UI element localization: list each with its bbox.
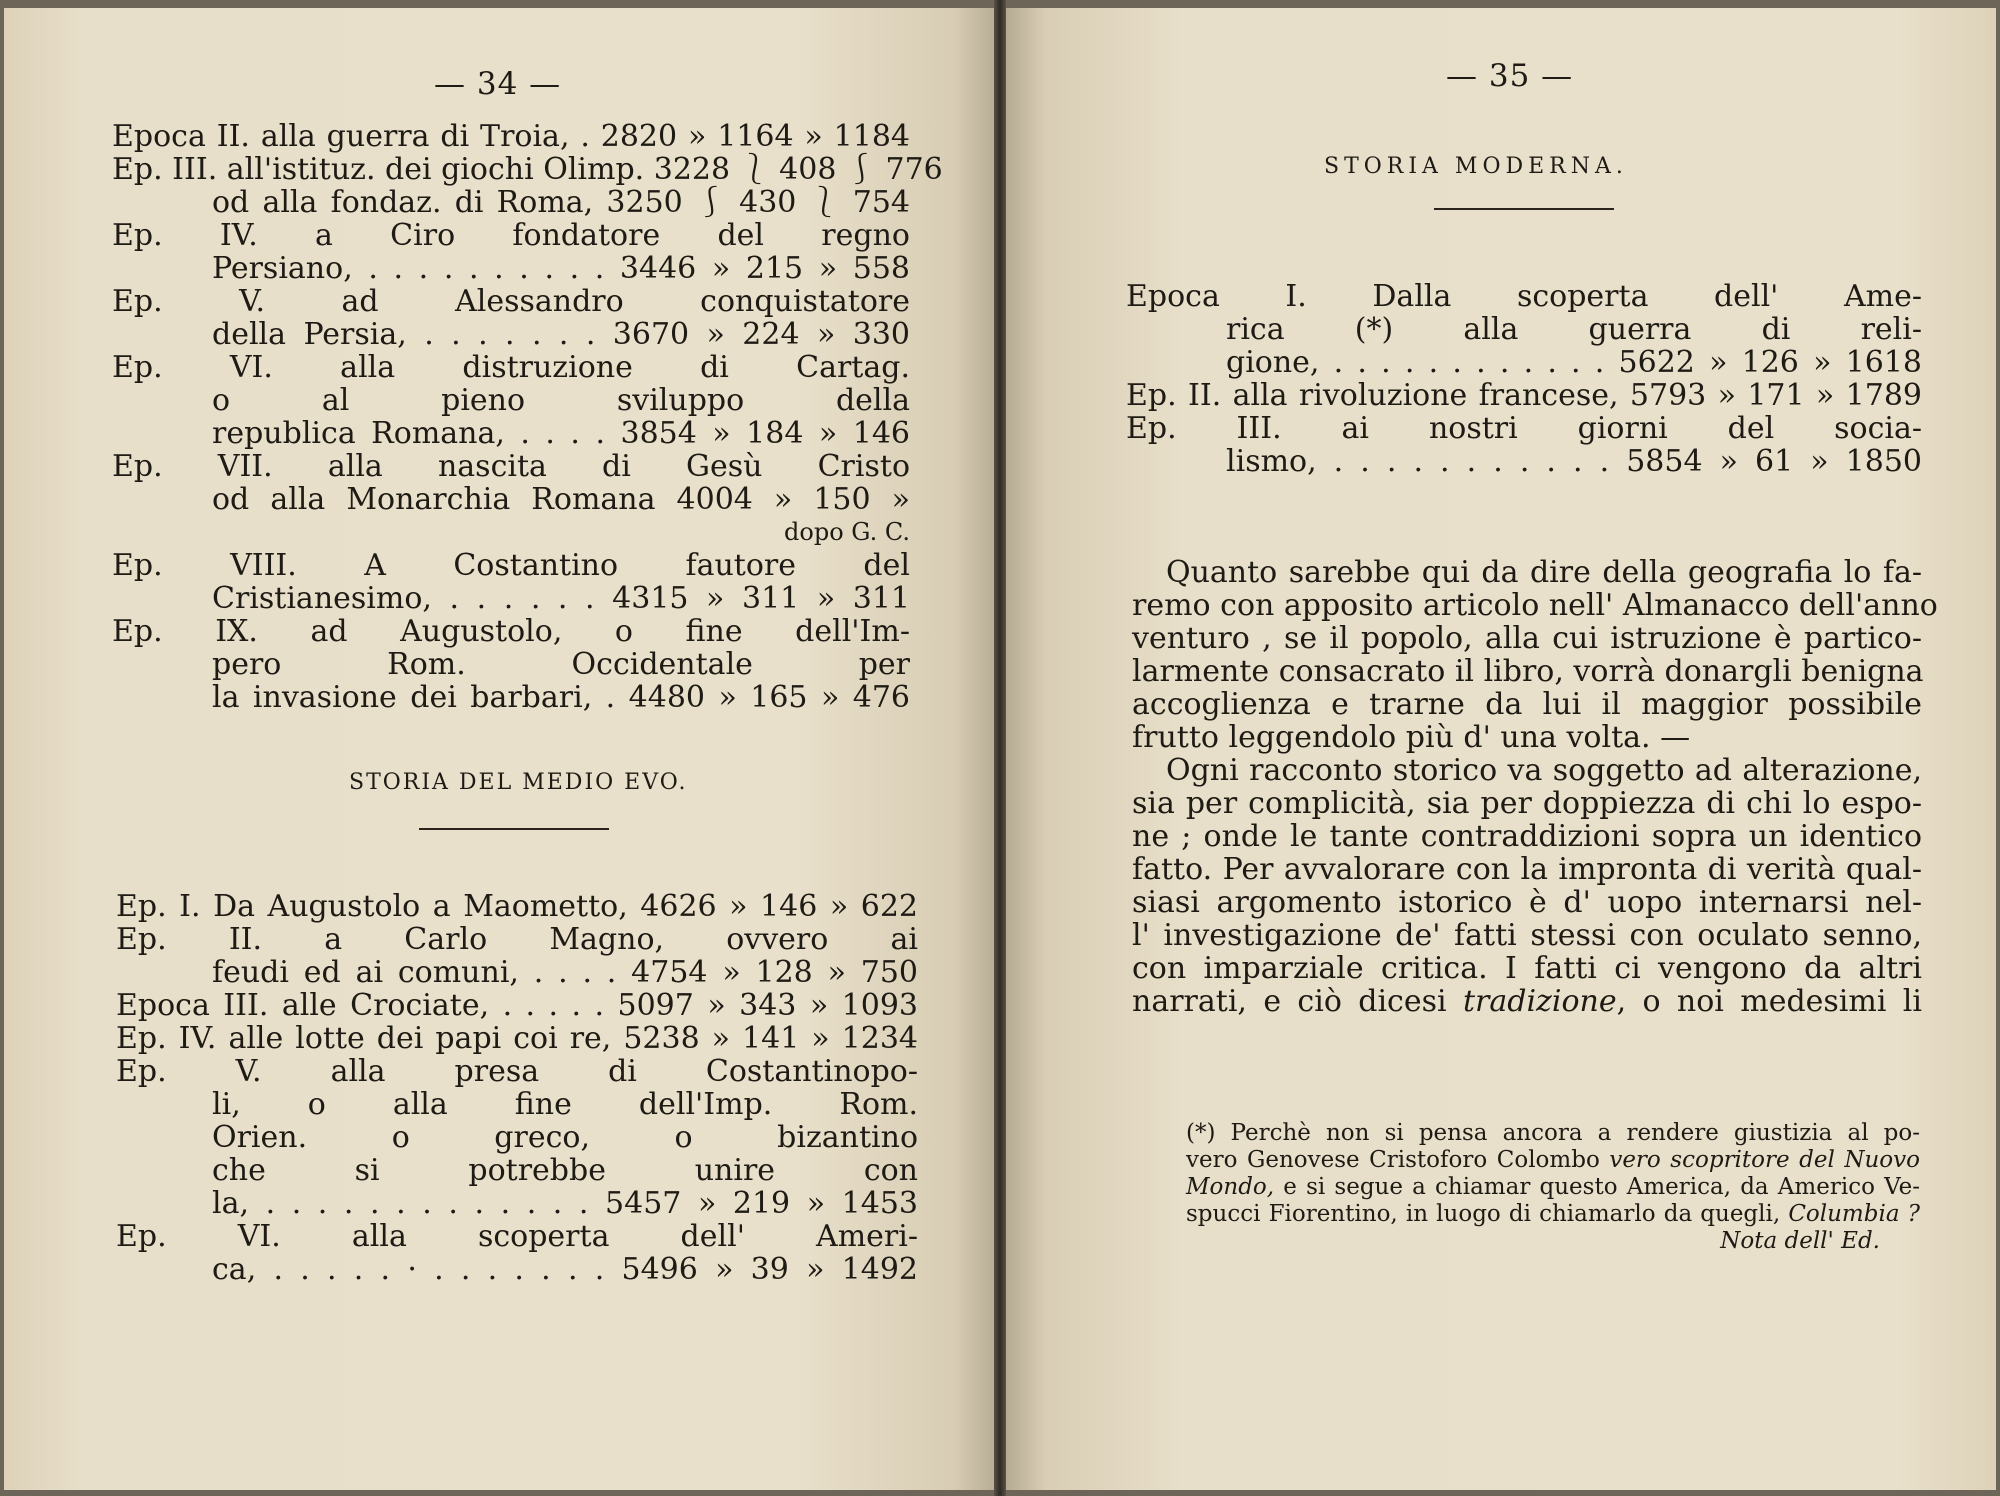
paragraph-line: larmente consacrato il libro, vorrà donargli benigna	[1132, 654, 1924, 689]
entry-continuation-line: della Persia, . . . . . . . 3670 » 224 » 330	[212, 317, 910, 352]
entry-continuation-line: Persiano, . . . . . . . . . . 3446 » 215 » 558	[212, 251, 910, 286]
book-spine	[994, 0, 1006, 1496]
entry-line: Ep. III. all'istituz. dei giochi Olimp. 3228 ⎱ 408 ⎰ 776	[112, 152, 943, 187]
paragraph-line: frutto leggendolo più d' una volta. —	[1132, 720, 1691, 755]
section-divider	[419, 828, 609, 830]
entry-continuation-line: dopo G. C.	[784, 518, 910, 546]
paragraph-line: sia per complicità, sia per doppiezza di chi lo espo-	[1132, 786, 1922, 821]
entry-line: Epoca I. Dalla scoperta dell' Ame-	[1126, 279, 1922, 314]
entry-continuation-line: Orien. o greco, o bizantino	[212, 1120, 918, 1155]
page-number: — 34 —	[434, 66, 562, 102]
footnote-line: (*) Perchè non si pensa ancora a rendere giustizia al po-	[1186, 1120, 1920, 1146]
modern-heading: STORIA MODERNA.	[1324, 154, 1628, 179]
left-page	[4, 8, 994, 1490]
entry-line: Ep. IV. a Ciro fondatore del regno	[112, 218, 910, 253]
paragraph-line: l' investigazione de' fatti stessi con oculato senno,	[1132, 918, 1922, 953]
footnote	[1186, 1120, 1920, 1255]
paragraph-history	[1132, 754, 1922, 985]
entry-continuation-line: republica Romana, . . . . 3854 » 184 » 146	[212, 416, 910, 451]
entry-line: Ep. IV. alle lotte dei papi coi re, 5238 » 141 » 1234	[116, 1021, 918, 1056]
entry-line: Ep. III. ai nostri giorni del socia-	[1126, 411, 1922, 446]
entry-continuation-line: ca, . . . . . · . . . . . . . 5496 » 39 » 1492	[212, 1252, 918, 1287]
entry-continuation-line: che si potrebbe unire con	[212, 1153, 918, 1188]
footnote-signature	[1186, 1228, 1920, 1255]
page-number: — 35 —	[1446, 58, 1574, 94]
paragraph-line: siasi argomento istorico è d' uopo internarsi nel-	[1132, 885, 1922, 920]
entry-line: Ep. IX. ad Augustolo, o fine dell'Im-	[112, 614, 910, 649]
italic-term: Mondo,	[1186, 1174, 1275, 1200]
italic-term: vero scopritore del Nuovo	[1609, 1147, 1920, 1173]
paragraph-line: con imparziale critica. I fatti ci vengono da altri	[1132, 951, 1922, 986]
footnote-line	[1186, 1201, 1920, 1228]
entry-continuation-line: od alla Monarchia Romana 4004 » 150 »	[212, 482, 910, 517]
entry-line: Ep. VI. alla scoperta dell' Ameri-	[116, 1219, 918, 1254]
entry-line: Ep. VII. alla nascita di Gesù Cristo	[112, 449, 910, 484]
italic-term: Columbia ?	[1788, 1201, 1920, 1227]
paragraph-line: accoglienza e trarne da lui il maggior possibile	[1132, 687, 1922, 722]
entry-continuation-line: li, o alla fine dell'Imp. Rom.	[212, 1087, 918, 1122]
footnote-line	[1186, 1147, 1920, 1174]
entry-line: Ep. VIII. A Costantino fautore del	[112, 548, 910, 583]
entry-line: Ep. I. Da Augustolo a Maometto, 4626 » 146 » 622	[116, 889, 918, 924]
section-divider	[1434, 208, 1614, 210]
paragraph-line: fatto. Per avvalorare con la impronta di verità qual-	[1132, 852, 1922, 887]
medieval-heading: STORIA DEL MEDIO EVO.	[349, 770, 688, 795]
paragraph-line: ne ; onde le tante contraddizioni sopra un identico	[1132, 819, 1922, 854]
entry-continuation-line: Cristianesimo, . . . . . . 4315 » 311 » 311	[212, 581, 910, 616]
italic-term: tradizione	[1462, 984, 1617, 1019]
entry-continuation-line: gione, . . . . . . . . . . . . 5622 » 126 » 1618	[1226, 345, 1922, 380]
entry-continuation-line: o al pieno sviluppo della	[212, 383, 910, 418]
entry-continuation-line: la invasione dei barbari, . 4480 » 165 » 476	[212, 680, 910, 715]
paragraph-geography	[1132, 555, 1938, 755]
right-page	[1006, 8, 1996, 1490]
footnote-line	[1186, 1174, 1920, 1201]
text-run: narrati, e ciò dicesi	[1132, 984, 1463, 1019]
italic-signature: Nota dell' Ed.	[1720, 1228, 1880, 1254]
paragraph-line: venturo , se il popolo, alla cui istruzione è partico-	[1132, 621, 1922, 656]
entry-line: Ep. V. ad Alessandro conquistatore	[112, 284, 910, 319]
entry-continuation-line: feudi ed ai comuni, . . . . 4754 » 128 » 750	[212, 955, 918, 990]
paragraph-line: Ogni racconto storico va soggetto ad alterazione,	[1166, 753, 1922, 788]
paragraph-history-last-line	[1132, 985, 1922, 1018]
paragraph-line: Quanto sarebbe qui da dire della geografia lo fa-	[1166, 555, 1922, 590]
entry-line: Ep. II. alla rivoluzione francese, 5793 » 171 » 1789	[1126, 378, 1922, 413]
entry-continuation-line: od alla fondaz. di Roma, 3250 ⎰ 430 ⎱ 754	[212, 185, 910, 220]
entry-continuation-line: la, . . . . . . . . . . . . . 5457 » 219 » 1453	[212, 1186, 918, 1221]
entry-line: Ep. VI. alla distruzione di Cartag.	[112, 350, 910, 385]
entry-line: Epoca III. alle Crociate, . . . . . 5097 » 343 » 1093	[116, 988, 918, 1023]
text-run: , o noi medesimi li	[1616, 984, 1922, 1019]
entry-continuation-line: pero Rom. Occidentale per	[212, 647, 910, 682]
entry-line: Ep. V. alla presa di Costantinopo-	[116, 1054, 918, 1089]
entry-continuation-line: lismo, . . . . . . . . . . . 5854 » 61 » 1850	[1226, 444, 1922, 479]
entry-line: Ep. II. a Carlo Magno, ovvero ai	[116, 922, 918, 957]
text-run: vero Genovese Cristoforo Colombo	[1186, 1147, 1610, 1173]
entry-line: Epoca II. alla guerra di Troia, . 2820 » 1164 » 1184	[112, 119, 910, 154]
paragraph-line: remo con apposito articolo nell' Almanacco dell'anno	[1132, 588, 1938, 623]
entry-continuation-line: rica (*) alla guerra di reli-	[1226, 312, 1922, 347]
text-run: e si segue a chiamar questo America, da Americo Ve-	[1274, 1174, 1920, 1200]
text-run: spucci Fiorentino, in luogo di chiamarlo da quegli,	[1186, 1201, 1789, 1227]
